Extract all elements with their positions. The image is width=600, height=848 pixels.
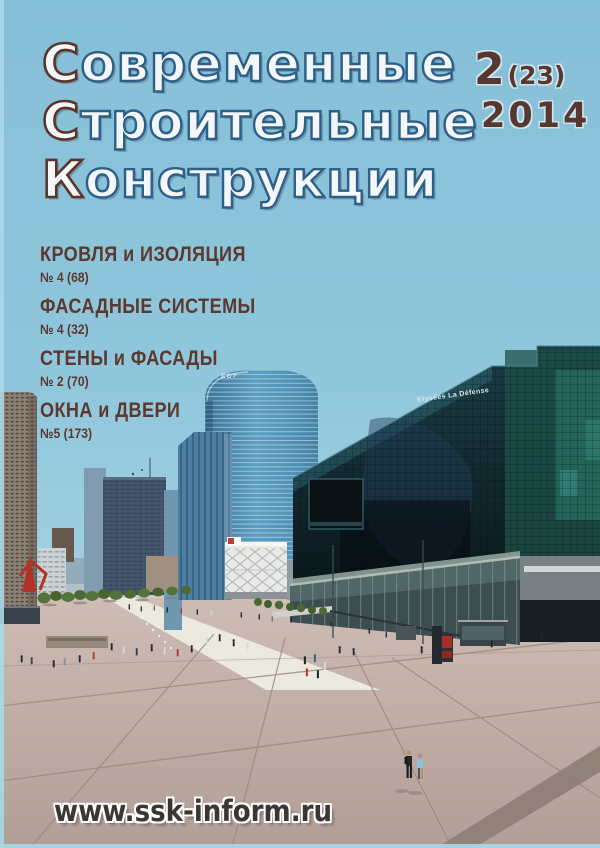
pavilion-logo (228, 538, 234, 544)
section-ref: №5 (173) (40, 426, 93, 441)
issue-no: 2 (474, 44, 505, 95)
title-line-3: Конструкции (42, 151, 439, 210)
section-item-roofing (40, 242, 297, 294)
striped-glass-tower (178, 432, 232, 600)
section-item-windows-doors (40, 398, 297, 450)
section-title: СТЕНЫ и ФАСАДЫ (40, 346, 218, 370)
facade-notch (309, 479, 363, 529)
issue-cumulative-no: (23) (507, 61, 566, 90)
magazine-title (42, 36, 478, 210)
title-line-2: Строительные (42, 93, 478, 152)
section-list (40, 242, 297, 450)
section-title: ОКНА и ДВЕРИ (40, 398, 181, 422)
elysees-building-sign: Elysées La Défense (416, 386, 490, 405)
section-ref: № 4 (32) (40, 322, 89, 337)
section-item-walls-facades (40, 346, 297, 398)
section-item-facade-systems (40, 294, 297, 346)
red-billboard (442, 636, 452, 648)
section-title: КРОВЛЯ и ИЗОЛЯЦИЯ (40, 242, 246, 266)
section-title: ФАСАДНЫЕ СИСТЕМЫ (40, 294, 256, 318)
section-ref: № 4 (68) (40, 270, 89, 285)
issue-number (474, 44, 591, 136)
website-url: www.ssk-inform.ru (54, 794, 333, 828)
section-ref: № 2 (70) (40, 374, 89, 389)
edf-tower-logo-text: EDF (221, 373, 239, 380)
issue-year: 2014 (481, 96, 591, 136)
title-line-1: Современные (42, 35, 457, 94)
